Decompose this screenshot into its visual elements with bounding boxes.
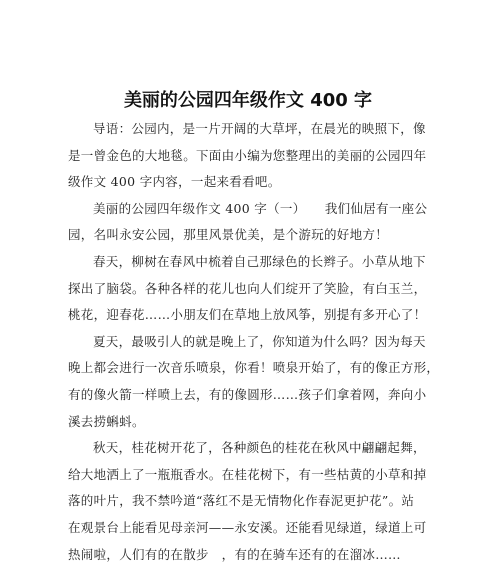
- paragraph-line: 热闹啦，人们有的在散步 ，有的在骑车还有的在溜冰……: [68, 542, 436, 568]
- paragraph-line: 级作文 400 字内容，一起来看看吧。: [68, 169, 436, 196]
- paragraph-line: 夏天，最吸引人的就是晚上了，你知道为什么吗？因为每天: [68, 329, 436, 356]
- paragraph-line: 导语：公园内，是一片开阔的大草坪，在晨光的映照下，像: [68, 116, 436, 143]
- paragraph-line: 晚上都会进行一次音乐喷泉，你看！喷泉开始了，有的像正方形，: [68, 355, 436, 382]
- paragraph-line: 秋天，桂花树开花了，各种颜色的桂花在秋风中翩翩起舞，: [68, 435, 436, 462]
- paragraph-line: 桃花，迎春花……小朋友们在草地上放风筝，别提有多开心了！: [68, 302, 436, 329]
- paragraph-line: 春天，柳树在春风中梳着自己那绿色的长辫子。小草从地下: [68, 249, 436, 276]
- spring-paragraph: [68, 249, 436, 329]
- paragraph-line: 溪去捞蝌蚪。: [68, 409, 436, 436]
- autumn-paragraph: [68, 435, 436, 568]
- intro-paragraph: [68, 116, 436, 196]
- article-body: [68, 116, 436, 568]
- paragraph-line: 探出了脑袋。各种各样的花儿也向人们绽开了笑脸，有白玉兰，: [68, 276, 436, 303]
- paragraph-line: 有的像火箭一样喷上去，有的像圆形……孩子们拿着网，奔向小: [68, 382, 436, 409]
- paragraph-line: 给大地洒上了一瓶瓶香水。在桂花树下，有一些枯黄的小草和掉: [68, 462, 436, 489]
- paragraph-line: 园，名叫永安公园，那里风景优美，是个游玩的好地方！: [68, 222, 436, 249]
- page-title: 美丽的公园四年级作文 400 字: [0, 89, 496, 113]
- summer-paragraph: [68, 329, 436, 435]
- paragraph-line: 落的叶片，我不禁吟道“落红不是无情物化作春泥更护花”。站: [68, 488, 436, 515]
- paragraph-line: 是一曾金色的大地毯。下面由小编为您整理出的美丽的公园四年: [68, 143, 436, 170]
- paragraph-line: 在观景台上能看见母亲河——永安溪。还能看见绿道，绿道上可: [68, 515, 436, 542]
- paragraph-line: 美丽的公园四年级作文 400 字（一） 我们仙居有一座公: [68, 196, 436, 223]
- article-heading-paragraph: [68, 196, 436, 249]
